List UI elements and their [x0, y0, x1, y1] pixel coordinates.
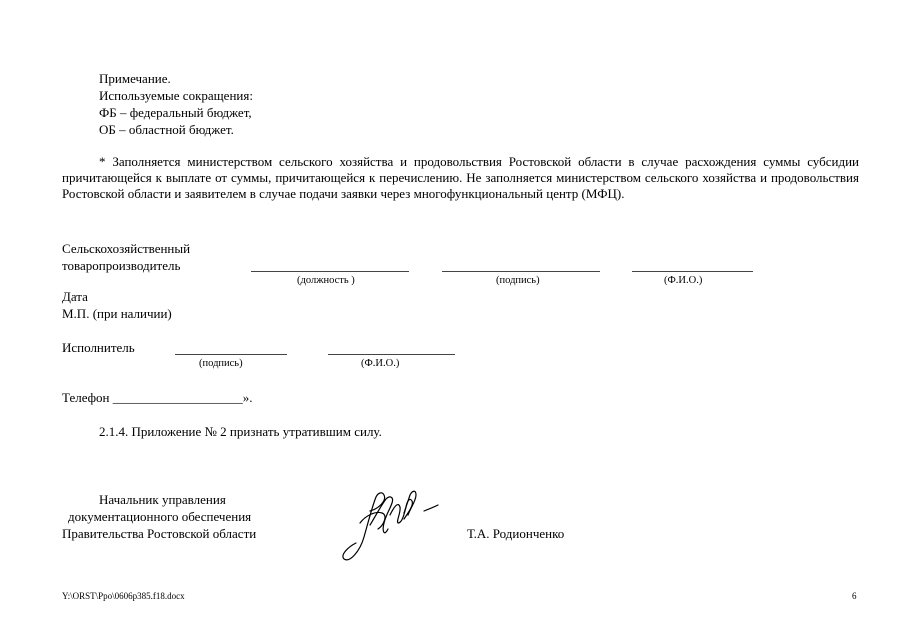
date-label: Дата: [62, 289, 88, 304]
handwritten-signature: [334, 485, 444, 565]
clause-2-1-4: 2.1.4. Приложение № 2 признать утратившим силу.: [99, 424, 382, 439]
stamp-label: М.П. (при наличии): [62, 306, 172, 321]
footnote-text: * Заполняется министерством сельского хозяйства и продовольствия Ростовской области в случае расхождения суммы субсидии причитающейся к выплате от суммы, причитающейся к перечислению. Не заполняется министерством сельского хозяйства и продовольствия Ростовской области и заявителем в случае подачи заявки через многофункциональный центр (МФЦ).: [62, 154, 859, 201]
producer-fio-line: [632, 271, 753, 272]
producer-signature-caption: (подпись): [496, 275, 540, 286]
producer-label-line2: товаропроизводитель: [62, 258, 181, 273]
signatory-title-line2: документационного обеспечения: [68, 509, 252, 524]
executor-signature-line: [175, 354, 287, 355]
producer-label-line1: Сельскохозяйственный: [62, 241, 191, 256]
executor-label: Исполнитель: [62, 340, 135, 355]
note-fb-abbreviation: ФБ – федеральный бюджет,: [99, 105, 252, 120]
note-ob-abbreviation: ОБ – областной бюджет.: [99, 122, 234, 137]
signatory-name: Т.А. Родионченко: [467, 526, 565, 541]
executor-fio-line: [328, 354, 455, 355]
producer-fio-caption: (Ф.И.О.): [664, 275, 703, 286]
executor-signature-caption: (подпись): [199, 358, 243, 369]
producer-position-caption: (должность ): [297, 275, 355, 286]
phone-line: Телефон ____________________».: [62, 390, 253, 405]
note-abbreviations-intro: Используемые сокращения:: [99, 88, 253, 103]
executor-fio-caption: (Ф.И.О.): [361, 358, 400, 369]
footer-page-number: 6: [852, 591, 857, 601]
producer-signature-line: [442, 271, 600, 272]
footnote-paragraph: [62, 154, 859, 202]
signatory-title-line3: Правительства Ростовской области: [62, 526, 257, 541]
producer-position-line: [251, 271, 409, 272]
note-title: Примечание.: [99, 71, 171, 86]
footer-file-path: Y:\ORST\Ppo\0606p385.f18.docx: [62, 591, 185, 601]
signatory-title-line1: Начальник управления: [99, 492, 226, 507]
